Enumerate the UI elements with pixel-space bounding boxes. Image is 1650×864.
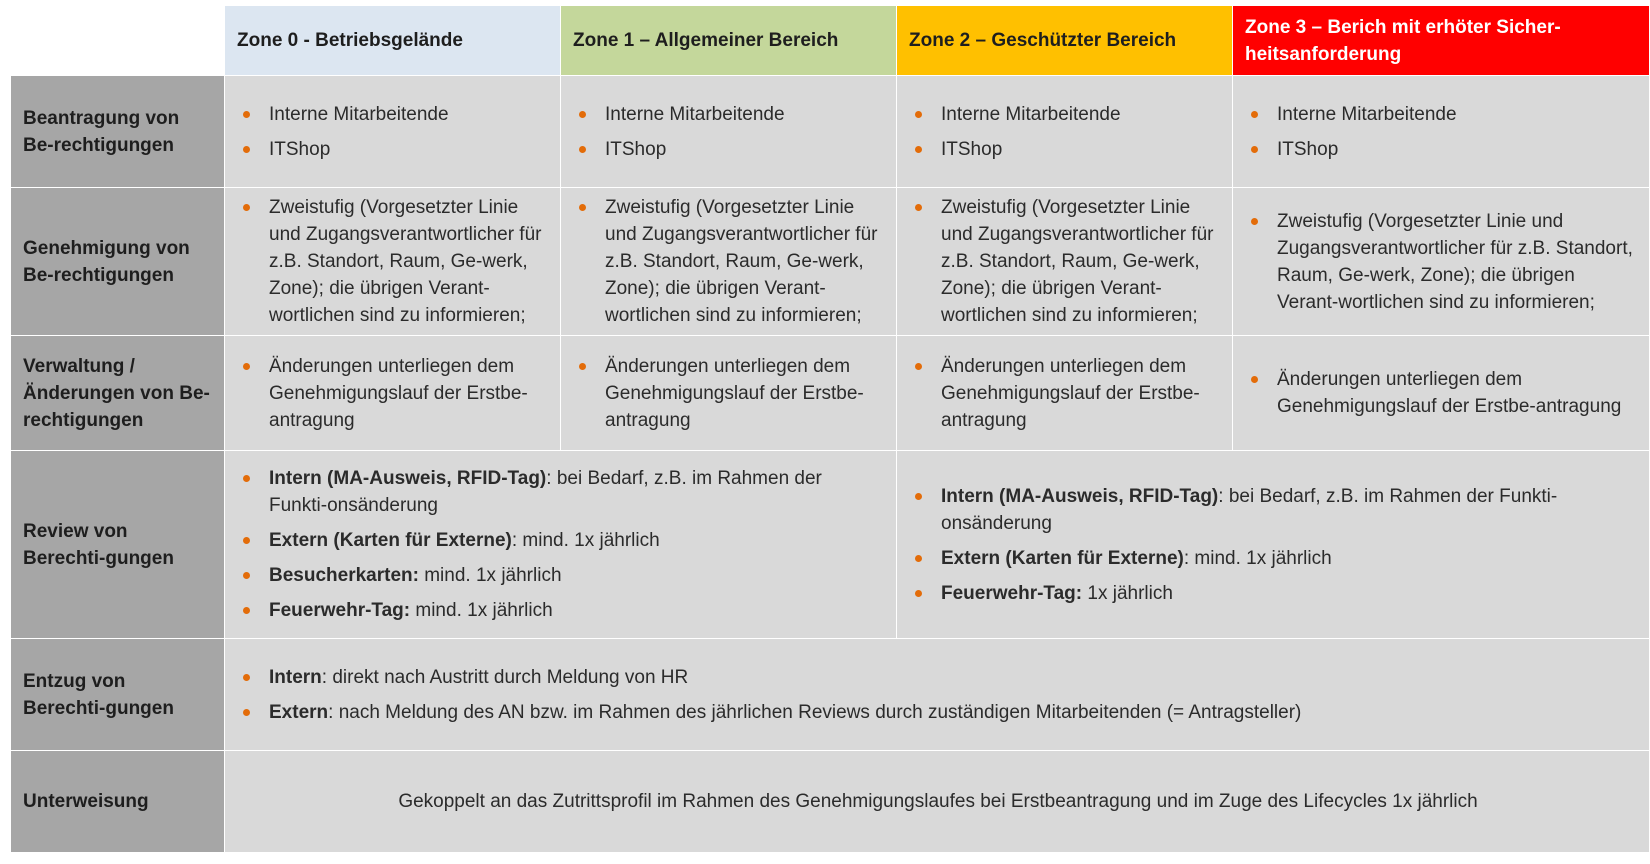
cell-genehmigung-zone2 [897, 188, 1233, 336]
list-item [239, 664, 1637, 691]
review-term: Feuerwehr-Tag: [269, 600, 411, 621]
row-label-unterweisung: Unterweisung [11, 751, 225, 853]
zone-3-header: Zone 3 – Berich mit erhöter Sicher-heitsanforderung [1233, 6, 1650, 76]
list-item: ITShop [575, 136, 884, 163]
row-beantragung [11, 76, 1650, 188]
zone-0-header: Zone 0 - Betriebsgelände [225, 6, 561, 76]
cell-unterweisung-all-zones: Gekoppelt an das Zutrittsprofil im Rahmen des Genehmigungslaufes bei Erstbeantragung und im Zuge des Lifecycles 1x jährlich [225, 751, 1650, 853]
cell-genehmigung-zone3 [1233, 188, 1650, 336]
list-item: ITShop [1247, 136, 1637, 163]
cell-review-zone0-1 [225, 451, 897, 639]
list-item: Änderungen unterliegen dem Genehmigungslauf der Erstbe-antragung [1247, 366, 1637, 420]
permissions-matrix [10, 5, 1650, 853]
list-item [239, 597, 884, 624]
row-verwaltung [11, 336, 1650, 451]
row-genehmigung [11, 188, 1650, 336]
cell-genehmigung-zone0 [225, 188, 561, 336]
row-review [11, 451, 1650, 639]
review-term: Feuerwehr-Tag: [941, 582, 1083, 604]
row-label-genehmigung: Genehmigung von Be-rechtigungen [11, 188, 225, 336]
review-detail: : bei Bedarf, z.B. im Rahmen der Funkti-onsänderung [269, 468, 822, 516]
review-term: Extern (Karten für Externe) [269, 530, 512, 551]
list-item: Änderungen unterliegen dem Genehmigungslauf der Erstbe-antragung [575, 353, 884, 434]
review-term: Extern (Karten für Externe) [941, 547, 1184, 569]
cell-genehmigung-zone1 [561, 188, 897, 336]
review-detail: 1x jährlich [1082, 582, 1173, 604]
entzug-term: Intern [269, 666, 322, 688]
header-row [11, 6, 1650, 76]
list-item: Interne Mitarbeitende [239, 101, 548, 128]
cell-beantragung-zone0 [225, 76, 561, 188]
list-item [911, 545, 1637, 572]
review-detail: : bei Bedarf, z.B. im Rahmen der Funkti-onsänderung [941, 485, 1558, 534]
review-term: Besucherkarten: [269, 565, 419, 586]
cell-verwaltung-zone2 [897, 336, 1233, 451]
list-item [239, 465, 884, 519]
list-item [239, 562, 884, 589]
cell-verwaltung-zone0 [225, 336, 561, 451]
review-detail: mind. 1x jährlich [418, 565, 562, 586]
list-item [911, 483, 1637, 537]
review-term: Intern (MA-Ausweis, RFID-Tag) [269, 468, 547, 489]
list-item: Zweistufig (Vorgesetzter Linie und Zugangsverantwortlicher für z.B. Standort, Raum, Ge-werk, Zone); die übrigen Verant-wortlichen sind zu informieren; [575, 194, 884, 329]
list-item: Änderungen unterliegen dem Genehmigungslauf der Erstbe-antragung [239, 353, 548, 434]
entzug-detail: : direkt nach Austritt durch Meldung von HR [321, 666, 689, 688]
zone-1-header: Zone 1 – Allgemeiner Bereich [561, 6, 897, 76]
list-item: Zweistufig (Vorgesetzter Linie und Zugangsverantwortlicher für z.B. Standort, Raum, Ge-werk, Zone); die übrigen Verant-wortlichen sind zu informieren; [1247, 208, 1637, 316]
list-item [239, 699, 1637, 726]
cell-verwaltung-zone3 [1233, 336, 1650, 451]
list-item: Änderungen unterliegen dem Genehmigungslauf der Erstbe-antragung [911, 353, 1220, 434]
entzug-detail: : nach Meldung des AN bzw. im Rahmen des jährlichen Reviews durch zuständigen Mitarbeitenden (= Antragsteller) [328, 701, 1302, 723]
row-label-entzug: Entzug von Berechti-gungen [11, 639, 225, 751]
entzug-term: Extern [269, 701, 329, 723]
corner-cell [11, 6, 225, 76]
list-item: Zweistufig (Vorgesetzter Linie und Zugangsverantwortlicher für z.B. Standort, Raum, Ge-werk, Zone); die übrigen Verant-wortlichen sind zu informieren; [911, 194, 1220, 329]
cell-beantragung-zone1 [561, 76, 897, 188]
list-item: ITShop [911, 136, 1220, 163]
list-item: Interne Mitarbeitende [1247, 101, 1637, 128]
list-item [239, 527, 884, 554]
cell-entzug-all-zones [225, 639, 1650, 751]
cell-verwaltung-zone1 [561, 336, 897, 451]
row-label-review: Review von Berechti-gungen [11, 451, 225, 639]
row-unterweisung [11, 751, 1650, 853]
row-label-verwaltung: Verwaltung / Änderungen von Be-rechtigungen [11, 336, 225, 451]
cell-beantragung-zone3 [1233, 76, 1650, 188]
review-term: Intern (MA-Ausweis, RFID-Tag) [941, 485, 1219, 507]
list-item [911, 580, 1637, 607]
cell-beantragung-zone2 [897, 76, 1233, 188]
review-detail: mind. 1x jährlich [410, 600, 553, 621]
zone-2-header: Zone 2 – Geschützter Bereich [897, 6, 1233, 76]
list-item: Interne Mitarbeitende [575, 101, 884, 128]
list-item: Zweistufig (Vorgesetzter Linie und Zugangsverantwortlicher für z.B. Standort, Raum, Ge-werk, Zone); die übrigen Verant-wortlichen sind zu informieren; [239, 194, 548, 329]
list-item: ITShop [239, 136, 548, 163]
cell-review-zone2-3 [897, 451, 1650, 639]
row-entzug [11, 639, 1650, 751]
list-item: Interne Mitarbeitende [911, 101, 1220, 128]
review-detail: : mind. 1x jährlich [511, 530, 660, 551]
row-label-beantragung: Beantragung von Be-rechtigungen [11, 76, 225, 188]
review-detail: : mind. 1x jährlich [1183, 547, 1332, 569]
